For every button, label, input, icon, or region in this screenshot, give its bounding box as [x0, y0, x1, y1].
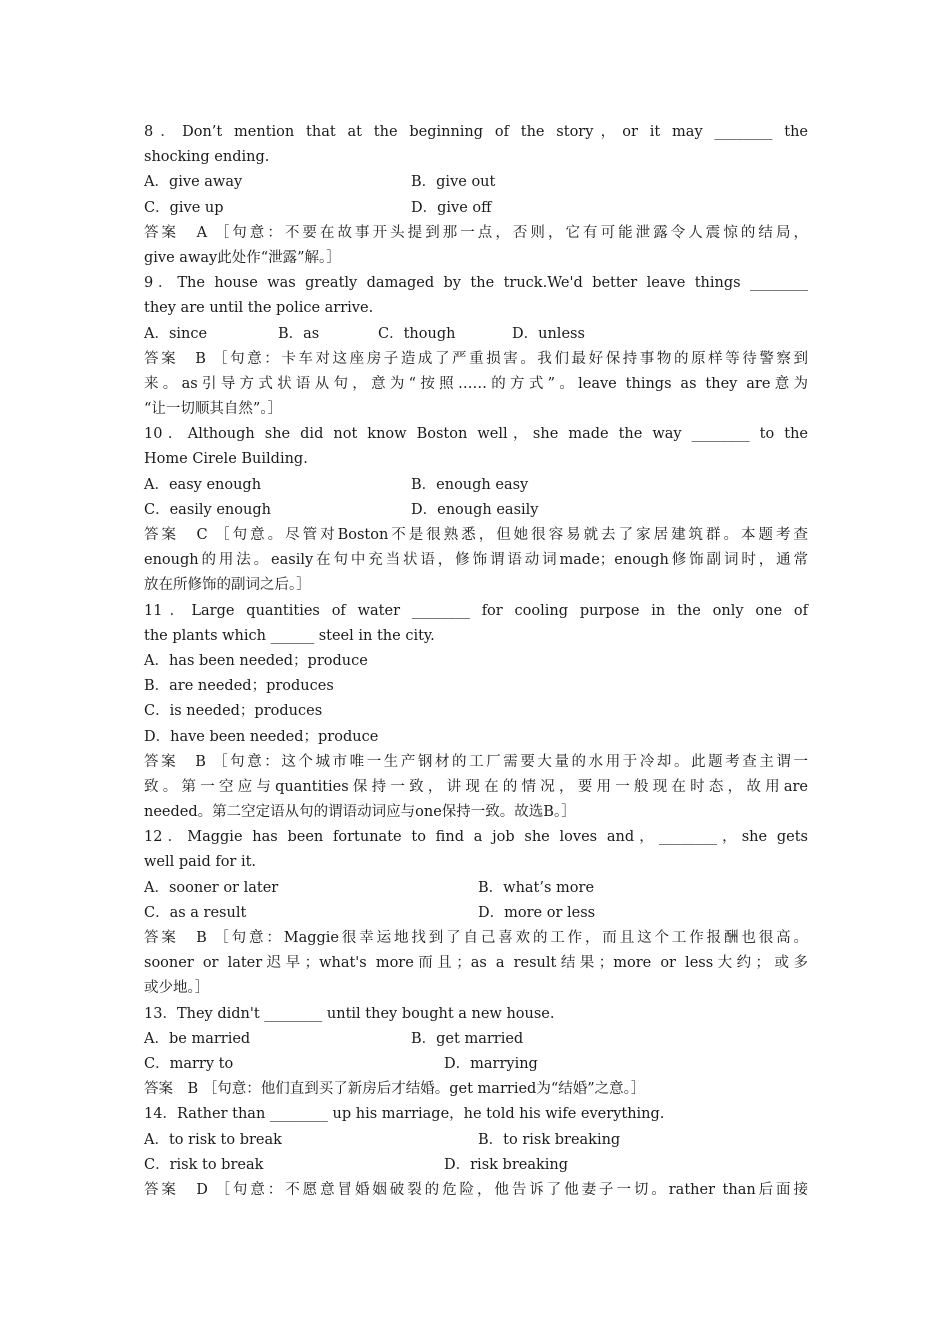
question-12 — [144, 825, 808, 1001]
option-d: D．have been needed；produce — [144, 728, 379, 745]
option-row — [144, 498, 808, 523]
question-14 — [144, 1102, 808, 1203]
answer-line: needed。第二空定语从句的谓语动词应与one保持一致。故选B。］ — [144, 804, 576, 821]
option-d: D．unless — [512, 325, 585, 342]
question-stem-line: 8．Don’t mention that at the beginning of the story，or it may ________ the — [144, 124, 808, 140]
option-row — [144, 196, 808, 221]
option-d: D．more or less — [478, 904, 596, 921]
option-row — [144, 1153, 808, 1178]
answer-explanation — [144, 1178, 808, 1203]
option-b: B．to risk breaking — [478, 1131, 621, 1148]
answer-line: 放在所修饰的副词之后。］ — [144, 577, 311, 594]
answer-line: 致。第一空应与quantities保持一致，讲现在的情况，要用一般现在时态，故用are — [144, 778, 808, 795]
answer-explanation — [144, 221, 808, 271]
answer-line: 答案 B ［句意：Maggie很幸运地找到了自己喜欢的工作，而且这个工作报酬也很高。 — [144, 930, 808, 946]
answer-line: 答案 C ［句意。尽管对Boston不是很熟悉，但她很容易就去了家居建筑群。本题考查 — [144, 527, 808, 543]
option-c: C．give up — [144, 199, 224, 216]
option-c: C．though — [378, 325, 456, 342]
answer-line: 答案 B ［句意：卡车对这座房子造成了严重损害。我们最好保持事物的原样等待警察到 — [144, 350, 808, 367]
option-b: B．are needed；produces — [144, 678, 334, 695]
answer-line: 答案 A ［句意：不要在故事开头提到那一点，否则，它有可能泄露令人震惊的结局， — [144, 224, 808, 241]
answer-explanation — [144, 926, 808, 1002]
option-row — [144, 1128, 808, 1153]
option-a: A．since — [144, 325, 208, 342]
question-stem-line: Home Cirele Building. — [144, 451, 308, 468]
option-b: B．as — [278, 325, 320, 342]
question-8 — [144, 120, 808, 271]
answer-explanation — [144, 1077, 808, 1102]
option-b: B．get married — [411, 1030, 524, 1047]
option-a: A．sooner or later — [144, 879, 279, 896]
option-b: B．what’s more — [478, 879, 595, 896]
option-c: C．risk to break — [144, 1156, 264, 1173]
answer-explanation — [144, 523, 808, 599]
answer-line: enough的用法。easily在句中充当状语，修饰谓语动词made；enough修饰副词时，通常 — [144, 552, 808, 569]
question-stem-line: shocking ending. — [144, 149, 270, 166]
option-row — [144, 322, 808, 347]
question-11 — [144, 599, 808, 826]
question-9 — [144, 271, 808, 422]
answer-line: 来。as引导方式状语从句，意为“按照……的方式”。leave things as they are意为 — [144, 375, 808, 392]
option-b: B．give out — [411, 174, 496, 191]
answer-line: 或少地。］ — [144, 980, 210, 997]
answer-line: 答案 B ［句意：他们直到买了新房后才结婚。get married为“结婚”之意。］ — [144, 1081, 646, 1098]
option-row — [144, 1052, 808, 1077]
option-a: A．easy enough — [144, 476, 262, 493]
answer-line: 答案 B ［句意：这个城市唯一生产钢材的工厂需要大量的水用于冷却。此题考查主谓一 — [144, 753, 808, 770]
answer-explanation — [144, 347, 808, 423]
option-a: A．has been needed；produce — [144, 652, 368, 669]
answer-line: “让一切顺其自然”。］ — [144, 401, 283, 418]
question-stem-line: the plants which ______ steel in the city. — [144, 627, 435, 644]
question-stem-line: 10．Although she did not know Boston well，she made the way ________ to the — [144, 426, 808, 443]
question-10 — [144, 422, 808, 598]
option-a: A．give away — [144, 174, 243, 191]
question-stem-line: 13．They didn't ________ until they bought a new house. — [144, 1005, 555, 1022]
option-b: B．enough easy — [411, 476, 529, 493]
document-page — [144, 120, 808, 1203]
option-c: C．as a result — [144, 904, 247, 921]
option-row — [144, 170, 808, 195]
answer-explanation — [144, 750, 808, 826]
option-d: D．marrying — [444, 1055, 538, 1072]
answer-line: 答案 D ［句意：不愿意冒婚姻破裂的危险，他告诉了他妻子一切。rather than后面接 — [144, 1181, 808, 1198]
option-d: D．enough easily — [411, 501, 539, 518]
option-c: C．is needed；produces — [144, 703, 323, 720]
question-stem-line: 12．Maggie has been fortunate to find a job she loves and，________，she gets — [144, 829, 808, 846]
question-13 — [144, 1002, 808, 1103]
answer-line: give away此处作“泄露”解。］ — [144, 249, 341, 266]
question-stem-line: 9．The house was greatly damaged by the truck.We'd better leave things ________ — [144, 275, 808, 292]
option-row — [144, 473, 808, 498]
option-d: D．risk breaking — [444, 1156, 569, 1173]
option-a: A．to risk to break — [144, 1131, 282, 1148]
option-row — [144, 876, 808, 901]
option-row — [144, 901, 808, 926]
question-stem-line: 11．Large quantities of water ________ for cooling purpose in the only one of — [144, 602, 808, 619]
question-stem-line: they are until the police arrive. — [144, 300, 374, 317]
option-d: D．give off — [411, 199, 492, 216]
option-c: C．easily enough — [144, 501, 271, 518]
option-a: A．be married — [144, 1030, 251, 1047]
question-stem-line: 14．Rather than ________ up his marriage，he told his wife everything. — [144, 1106, 665, 1123]
option-c: C．marry to — [144, 1055, 234, 1072]
option-row — [144, 1027, 808, 1052]
answer-line: sooner or later迟早；what's more而且；as a result结果；more or less大约；或多 — [144, 955, 808, 972]
question-stem-line: well paid for it. — [144, 854, 257, 871]
